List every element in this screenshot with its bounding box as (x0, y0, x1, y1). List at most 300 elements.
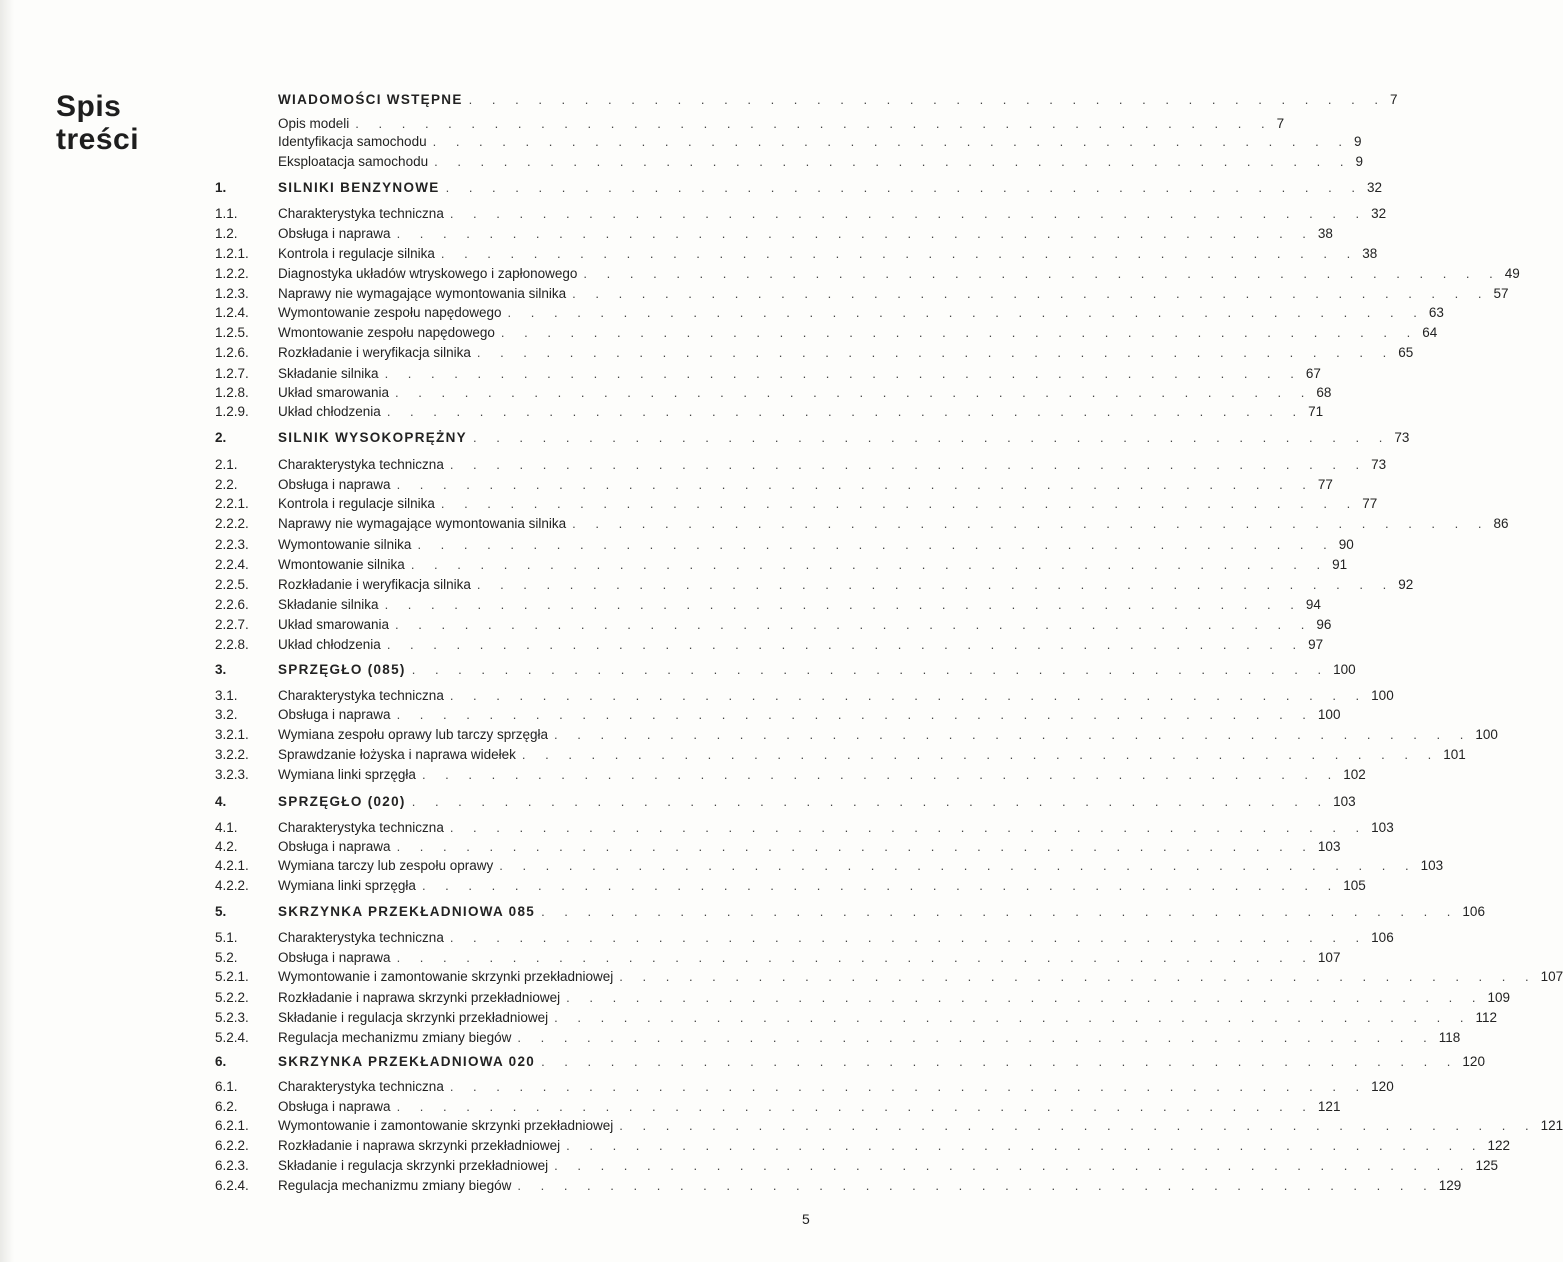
toc-chapter-row[interactable] (215, 430, 1410, 450)
toc-entry-row[interactable] (215, 305, 1444, 325)
toc-entry-row[interactable] (215, 385, 1332, 405)
toc-dot-leader: . . . . . . . . . . . . . . . . . . . . . . . . . . . . . . . . . . . . . . . . (440, 496, 1359, 511)
toc-entry-title: Obsługa i naprawa (278, 477, 391, 492)
toc-entry-number: 3.2.1. (215, 727, 249, 742)
toc-dot-leader: . . . . . . . . . . . . . . . . . . . . . . . . . . . . . . . . . . . . . . . . (472, 430, 1391, 445)
toc-entry-number: 2. (215, 430, 227, 445)
page-number: 5 (802, 1211, 810, 1227)
toc-entry-number: 4. (215, 794, 227, 809)
toc-entry-title: Charakterystyka techniczna (278, 930, 444, 945)
toc-dot-leader: . . . . . . . . . . . . . . . . . . . . . . . . . . . . . . . . . . . . . . . . (541, 904, 1459, 919)
toc-entry-title: Wmontowanie silnika (278, 557, 405, 572)
toc-dot-leader: . . . . . . . . . . . . . . . . . . . . . . . . . . . . . . . . . . . . . . . . (417, 537, 1335, 552)
toc-entry-title: SPRZĘGŁO (020) (278, 794, 406, 809)
toc-entry-page: 77 (1362, 496, 1378, 511)
toc-dot-leader: . . . . . . . . . . . . . . . . . . . . . . . . . . . . . . . . . . . . . . . . (476, 345, 1395, 360)
toc-entry-title: Obsługa i naprawa (278, 226, 391, 241)
toc-entry-row[interactable] (215, 154, 1363, 174)
toc-entry-number: 6.2.4. (215, 1178, 249, 1193)
toc-entry-line (278, 1099, 1341, 1114)
toc-entry-line (278, 206, 1387, 221)
toc-entry-page: 38 (1317, 226, 1333, 241)
toc-dot-leader: . . . . . . . . . . . . . . . . . . . . . . . . . . . . . . . . . . . . . . . . (583, 266, 1501, 281)
toc-entry-number: 3.2.3. (215, 767, 249, 782)
toc-dot-leader: . . . . . . . . . . . . . . . . . . . . . . . . . . . . . . . . . . . . . . . . (411, 794, 1330, 809)
toc-entry-number: 2.2.3. (215, 537, 249, 552)
toc-entry-row[interactable] (215, 707, 1341, 727)
toc-entry-row[interactable] (215, 950, 1341, 970)
toc-entry-title: Kontrola i regulacje silnika (278, 496, 435, 511)
toc-entry-line (278, 1010, 1498, 1025)
toc-entry-line (278, 597, 1321, 612)
toc-entry-row[interactable] (215, 747, 1466, 767)
toc-entry-title: Rozkładanie i naprawa skrzynki przekładniowej (278, 990, 561, 1005)
toc-dot-leader: . . . . . . . . . . . . . . . . . . . . . . . . . . . . . . . . . . . . . . . . (395, 385, 1313, 400)
toc-entry-number: 6.2.3. (215, 1158, 249, 1173)
toc-entry-line (278, 246, 1378, 261)
toc-dot-leader: . . . . . . . . . . . . . . . . . . . . . . . . . . . . . . . . . . . . . . . . (396, 707, 1314, 722)
toc-entry-line (278, 950, 1341, 965)
toc-entry-title: Eksploatacja samochodu (278, 154, 429, 169)
toc-entry-line (278, 404, 1324, 419)
toc-entry-title: Naprawy nie wymagające wymontowania silnika (278, 516, 567, 531)
toc-dot-leader: . . . . . . . . . . . . . . . . . . . . . . . . . . . . . . . . . . . . . . . . (396, 839, 1314, 854)
toc-entry-page: 105 (1343, 878, 1366, 893)
toc-entry-row[interactable] (215, 878, 1366, 898)
toc-dot-leader: . . . . . . . . . . . . . . . . . . . . . . . . . . . . . . . . . . . . . . . . (432, 134, 1350, 149)
toc-entry-title: Wymontowanie zespołu napędowego (278, 305, 502, 320)
toc-entry-line (278, 557, 1348, 572)
page-title-line-2: treści (56, 123, 140, 156)
toc-entry-title: Diagnostyka układów wtryskowego i zapłonowego (278, 266, 578, 281)
toc-entry-number: 5.2. (215, 950, 238, 965)
toc-entry-line (278, 878, 1366, 893)
toc-entry-row[interactable] (215, 597, 1321, 617)
toc-entry-title: Składanie silnika (278, 597, 379, 612)
toc-entry-page: 103 (1371, 820, 1394, 835)
toc-entry-row[interactable] (215, 266, 1520, 286)
toc-entry-number: 4.2.1. (215, 858, 249, 873)
toc-entry-number: 3.1. (215, 688, 238, 703)
toc-entry-line (278, 305, 1444, 320)
toc-entry-title: SKRZYNKA PRZEKŁADNIOWA 085 (278, 904, 536, 919)
toc-chapter-row[interactable] (215, 180, 1382, 200)
toc-entry-number: 1.2.1. (215, 246, 249, 261)
toc-entry-page: 109 (1487, 990, 1511, 1005)
toc-entry-title: Składanie silnika (278, 366, 379, 381)
toc-entry-page: 49 (1504, 266, 1520, 281)
toc-entry-number: 1.2.4. (215, 305, 249, 320)
toc-entry-title: Rozkładanie i weryfikacja silnika (278, 345, 471, 360)
toc-entry-number: 1. (215, 180, 227, 195)
toc-entry-page: 125 (1475, 1158, 1499, 1173)
toc-entry-page: 68 (1316, 385, 1332, 400)
toc-entry-page: 73 (1371, 457, 1387, 472)
toc-entry-row[interactable] (215, 617, 1332, 637)
toc-entry-line (278, 266, 1520, 281)
toc-entry-row[interactable] (215, 990, 1511, 1010)
toc-entry-row[interactable] (215, 1079, 1394, 1099)
toc-entry-page: 9 (1353, 134, 1362, 149)
toc-entry-number: 1.2.3. (215, 286, 249, 301)
toc-entry-number: 2.2.8. (215, 637, 249, 652)
toc-entry-page: 122 (1487, 1138, 1511, 1153)
toc-dot-leader: . . . . . . . . . . . . . . . . . . . . . . . . . . . . . . . . . . . . . . . . (384, 597, 1302, 612)
toc-entry-number: 2.1. (215, 457, 238, 472)
toc-entry-row[interactable] (215, 1118, 1563, 1138)
toc-dot-leader: . . . . . . . . . . . . . . . . . . . . . . . . . . . . . . . . . . . . . . . . (554, 727, 1472, 742)
toc-dot-leader: . . . . . . . . . . . . . . . . . . . . . . . . . . . . . . . . . . . . . . . . (396, 477, 1314, 492)
toc-dot-leader: . . . . . . . . . . . . . . . . . . . . . . . . . . . . . . . . . . . . . . . . (566, 1138, 1484, 1153)
toc-entry-row[interactable] (215, 1030, 1461, 1050)
toc-entry-line (278, 1158, 1499, 1173)
toc-entry-row[interactable] (215, 1010, 1498, 1030)
toc-entry-line (278, 385, 1332, 400)
toc-entry-number: 5. (215, 904, 227, 919)
toc-entry-row[interactable] (215, 1178, 1462, 1198)
toc-entry-line (278, 688, 1394, 703)
toc-dot-leader: . . . . . . . . . . . . . . . . . . . . . . . . . . . . . . . . . . . . . . . . (384, 366, 1302, 381)
toc-entry-page: 77 (1317, 477, 1333, 492)
toc-entry-line (278, 457, 1387, 472)
toc-entry-row[interactable] (215, 1138, 1511, 1158)
toc-entry-row[interactable] (215, 577, 1414, 597)
toc-entry-row[interactable] (215, 246, 1378, 266)
toc-entry-line (278, 325, 1438, 340)
toc-entry-title: Układ chłodzenia (278, 637, 381, 652)
toc-entry-page: 38 (1362, 246, 1378, 261)
toc-dot-leader: . . . . . . . . . . . . . . . . . . . . . . . . . . . . . . . . . . . . . . . . (386, 637, 1305, 652)
toc-entry-number: 2.2.6. (215, 597, 249, 612)
toc-entry-page: 57 (1493, 286, 1509, 301)
toc-entry-title: Wymiana tarczy lub zespołu oprawy (278, 858, 494, 873)
toc-entry-number: 6.2. (215, 1099, 238, 1114)
toc-entry-row[interactable] (215, 116, 1285, 136)
toc-entry-line (278, 226, 1333, 241)
toc-entry-page: 97 (1308, 637, 1324, 652)
toc-entry-page: 120 (1462, 1054, 1485, 1069)
toc-entry-page: 67 (1305, 366, 1321, 381)
toc-entry-title: Składanie i regulacja skrzynki przekładniowej (278, 1010, 549, 1025)
toc-entry-title: Obsługa i naprawa (278, 950, 391, 965)
toc-entry-page: 103 (1420, 858, 1444, 873)
toc-entry-number: 2.2.2. (215, 516, 249, 531)
toc-entry-title: Charakterystyka techniczna (278, 457, 444, 472)
toc-entry-number: 1.2.9. (215, 404, 249, 419)
toc-entry-title: Regulacja mechanizmu zmiany biegów (278, 1178, 512, 1193)
toc-entry-title: Wymontowanie silnika (278, 537, 412, 552)
toc-entry-title: Wymontowanie i zamontowanie skrzynki przekładniowej (278, 969, 614, 984)
toc-entry-line (278, 767, 1366, 782)
toc-entry-page: 91 (1332, 557, 1348, 572)
toc-entry-row[interactable] (215, 404, 1324, 424)
toc-entry-row[interactable] (215, 727, 1498, 747)
toc-entry-line (278, 637, 1324, 652)
toc-entry-row[interactable] (215, 345, 1414, 365)
toc-entry-title: WIADOMOŚCI WSTĘPNE (278, 92, 463, 107)
toc-entry-line (278, 904, 1485, 919)
toc-entry-row[interactable] (215, 537, 1354, 557)
toc-chapter-row[interactable] (215, 794, 1356, 814)
toc-entry-number: 3.2.2. (215, 747, 249, 762)
toc-entry-page: 71 (1308, 404, 1324, 419)
toc-entry-row[interactable] (215, 858, 1444, 878)
toc-entry-line (278, 727, 1498, 742)
toc-entry-page: 94 (1305, 597, 1321, 612)
toc-dot-leader: . . . . . . . . . . . . . . . . . . . . . . . . . . . . . . . . . . . . . . . . (355, 116, 1273, 131)
toc-dot-leader: . . . . . . . . . . . . . . . . . . . . . . . . . . . . . . . . . . . . . . . . (449, 688, 1368, 703)
toc-dot-leader: . . . . . . . . . . . . . . . . . . . . . . . . . . . . . . . . . . . . . . . . (396, 1099, 1314, 1114)
toc-entry-number: 2.2.4. (215, 557, 249, 572)
toc-entry-line (278, 839, 1341, 854)
toc-entry-page: 107 (1317, 950, 1341, 965)
toc-entry-number: 1.2. (215, 226, 238, 241)
toc-entry-line (278, 1178, 1462, 1193)
toc-entry-page: 100 (1333, 662, 1356, 677)
toc-entry-page: 64 (1422, 325, 1438, 340)
toc-entry-row[interactable] (215, 1158, 1499, 1178)
toc-entry-page: 120 (1371, 1079, 1394, 1094)
toc-entry-line (278, 747, 1466, 762)
toc-entry-number: 1.2.8. (215, 385, 249, 400)
toc-entry-title: Regulacja mechanizmu zmiany biegów (278, 1030, 512, 1045)
toc-entry-page: 7 (1276, 116, 1285, 131)
page-title-line-1: Spis (56, 90, 122, 123)
toc-entry-title: Charakterystyka techniczna (278, 820, 444, 835)
toc-entry-line (278, 537, 1354, 552)
toc-entry-row[interactable] (215, 477, 1333, 497)
toc-dot-leader: . . . . . . . . . . . . . . . . . . . . . . . . . . . . . . . . . . . . . . . . (517, 1030, 1435, 1045)
toc-entry-page: 65 (1398, 345, 1414, 360)
toc-entry-title: Składanie i regulacja skrzynki przekładniowej (278, 1158, 549, 1173)
toc-entry-row[interactable] (215, 496, 1378, 516)
toc-entry-title: Identyfikacja samochodu (278, 134, 427, 149)
toc-entry-line (278, 662, 1356, 677)
toc-entry-number: 5.2.3. (215, 1010, 249, 1025)
toc-dot-leader: . . . . . . . . . . . . . . . . . . . . . . . . . . . . . . . . . . . . . . . . (541, 1054, 1459, 1069)
toc-entry-row[interactable] (215, 366, 1321, 386)
toc-entry-line (278, 154, 1363, 169)
toc-entry-page: 101 (1443, 747, 1466, 762)
toc-entry-number: 2.2.7. (215, 617, 249, 632)
toc-dot-leader: . . . . . . . . . . . . . . . . . . . . . . . . . . . . . . . . . . . . . . . . (421, 767, 1340, 782)
toc-entry-number: 5.2.2. (215, 990, 249, 1005)
toc-dot-leader: . . . . . . . . . . . . . . . . . . . . . . . . . . . . . . . . . . . . . . . . (619, 1118, 1537, 1133)
toc-entry-row[interactable] (215, 1099, 1341, 1119)
toc-entry-line (278, 345, 1414, 360)
toc-dot-leader: . . . . . . . . . . . . . . . . . . . . . . . . . . . . . . . . . . . . . . . . (619, 969, 1537, 984)
toc-entry-row[interactable] (215, 134, 1362, 154)
toc-entry-line (278, 1054, 1485, 1069)
toc-entry-row[interactable] (215, 839, 1341, 859)
toc-entry-line (278, 1079, 1394, 1094)
toc-entry-row[interactable] (215, 516, 1509, 536)
toc-entry-title: Obsługa i naprawa (278, 707, 391, 722)
toc-entry-line (278, 516, 1509, 531)
toc-entry-title: Kontrola i regulacje silnika (278, 246, 435, 261)
toc-dot-leader: . . . . . . . . . . . . . . . . . . . . . . . . . . . . . . . . . . . . . . . . (386, 404, 1305, 419)
toc-entry-page: 32 (1371, 206, 1387, 221)
toc-entry-title: Rozkładanie i naprawa skrzynki przekładniowej (278, 1138, 561, 1153)
toc-entry-page: 106 (1462, 904, 1485, 919)
toc-entry-row[interactable] (215, 206, 1387, 226)
toc-dot-leader: . . . . . . . . . . . . . . . . . . . . . . . . . . . . . . . . . . . . . . . . (476, 577, 1395, 592)
toc-entry-title: Obsługa i naprawa (278, 1099, 391, 1114)
toc-entry-row[interactable] (215, 767, 1366, 787)
toc-entry-title: Układ chłodzenia (278, 404, 381, 419)
toc-dot-leader: . . . . . . . . . . . . . . . . . . . . . . . . . . . . . . . . . . . . . . . . (449, 457, 1368, 472)
toc-entry-page: 100 (1371, 688, 1394, 703)
toc-dot-leader: . . . . . . . . . . . . . . . . . . . . . . . . . . . . . . . . . . . . . . . . (395, 617, 1313, 632)
toc-entry-number: 3.2. (215, 707, 238, 722)
toc-entry-title: Wymiana linki sprzęgła (278, 767, 416, 782)
toc-entry-number: 6.1. (215, 1079, 238, 1094)
toc-entry-title: Wymiana linki sprzęgła (278, 878, 416, 893)
toc-entry-title: Układ smarowania (278, 617, 390, 632)
toc-entry-line (278, 477, 1333, 492)
toc-entry-number: 5.2.1. (215, 969, 249, 984)
toc-dot-leader: . . . . . . . . . . . . . . . . . . . . . . . . . . . . . . . . . . . . . . . . (434, 154, 1352, 169)
toc-dot-leader: . . . . . . . . . . . . . . . . . . . . . . . . . . . . . . . . . . . . . . . . (445, 180, 1363, 195)
toc-entry-line (278, 116, 1285, 131)
toc-entry-page: 90 (1338, 537, 1354, 552)
toc-entry-row[interactable] (215, 457, 1387, 477)
toc-entry-title: Wymiana zespołu oprawy lub tarczy sprzęgła (278, 727, 548, 742)
toc-dot-leader: . . . . . . . . . . . . . . . . . . . . . . . . . . . . . . . . . . . . . . . . (500, 325, 1419, 340)
toc-dot-leader: . . . . . . . . . . . . . . . . . . . . . . . . . . . . . . . . . . . . . . . . (521, 747, 1440, 762)
toc-dot-leader: . . . . . . . . . . . . . . . . . . . . . . . . . . . . . . . . . . . . . . . . (396, 226, 1314, 241)
toc-entry-number: 6.2.1. (215, 1118, 249, 1133)
toc-entry-page: 112 (1475, 1010, 1498, 1025)
toc-entry-title: Rozkładanie i weryfikacja silnika (278, 577, 471, 592)
toc-entry-line (278, 577, 1414, 592)
toc-entry-page: 107 (1540, 969, 1563, 984)
toc-entry-row[interactable] (215, 969, 1563, 989)
toc-entry-page: 100 (1317, 707, 1341, 722)
toc-entry-page: 92 (1398, 577, 1414, 592)
toc-entry-number: 3. (215, 662, 227, 677)
toc-dot-leader: . . . . . . . . . . . . . . . . . . . . . . . . . . . . . . . . . . . . . . . . (411, 662, 1330, 677)
toc-entry-page: 103 (1333, 794, 1356, 809)
toc-entry-title: SILNIK WYSOKOPRĘŻNY (278, 430, 467, 445)
toc-dot-leader: . . . . . . . . . . . . . . . . . . . . . . . . . . . . . . . . . . . . . . . . (440, 246, 1359, 261)
toc-dot-leader: . . . . . . . . . . . . . . . . . . . . . . . . . . . . . . . . . . . . . . . . (507, 305, 1425, 320)
toc-entry-number: 4.2.2. (215, 878, 249, 893)
toc-entry-row[interactable] (215, 637, 1324, 657)
toc-dot-leader: . . . . . . . . . . . . . . . . . . . . . . . . . . . . . . . . . . . . . . . . (449, 1079, 1368, 1094)
toc-entry-page: 100 (1475, 727, 1498, 742)
toc-chapter-row[interactable] (215, 904, 1485, 924)
toc-entry-row[interactable] (215, 820, 1394, 840)
toc-entry-title: Wmontowanie zespołu napędowego (278, 325, 495, 340)
toc-dot-leader: . . . . . . . . . . . . . . . . . . . . . . . . . . . . . . . . . . . . . . . . (449, 820, 1368, 835)
toc-entry-number: 5.1. (215, 930, 238, 945)
toc-entry-page: 121 (1540, 1118, 1563, 1133)
toc-entry-line (278, 286, 1509, 301)
toc-entry-row[interactable] (215, 930, 1394, 950)
toc-entry-number: 2.2.5. (215, 577, 249, 592)
toc-chapter-row[interactable] (215, 662, 1356, 682)
toc-entry-number: 1.1. (215, 206, 238, 221)
toc-entry-title: SKRZYNKA PRZEKŁADNIOWA 020 (278, 1054, 536, 1069)
toc-dot-leader: . . . . . . . . . . . . . . . . . . . . . . . . . . . . . . . . . . . . . . . . (421, 878, 1340, 893)
toc-entry-line (278, 1118, 1563, 1133)
toc-dot-leader: . . . . . . . . . . . . . . . . . . . . . . . . . . . . . . . . . . . . . . . . (410, 557, 1329, 572)
toc-entry-page: 106 (1371, 930, 1394, 945)
toc-dot-leader: . . . . . . . . . . . . . . . . . . . . . . . . . . . . . . . . . . . . . . . . (499, 858, 1417, 873)
toc-entry-number: 1.2.7. (215, 366, 249, 381)
toc-entry-line (278, 496, 1378, 511)
toc-entry-title: SILNIKI BENZYNOWE (278, 180, 440, 195)
toc-entry-row[interactable] (215, 226, 1333, 246)
toc-entry-row[interactable] (215, 557, 1348, 577)
toc-entry-page: 73 (1394, 430, 1410, 445)
toc-entry-line (278, 617, 1332, 632)
toc-dot-leader: . . . . . . . . . . . . . . . . . . . . . . . . . . . . . . . . . . . . . . . . (554, 1010, 1472, 1025)
toc-entry-row[interactable] (215, 688, 1394, 708)
toc-chapter-row[interactable] (215, 92, 1398, 112)
toc-dot-leader: . . . . . . . . . . . . . . . . . . . . . . . . . . . . . . . . . . . . . . . . (554, 1158, 1472, 1173)
toc-entry-title: Obsługa i naprawa (278, 839, 391, 854)
toc-entry-line (278, 366, 1321, 381)
toc-entry-page: 63 (1428, 305, 1444, 320)
toc-entry-page: 96 (1316, 617, 1332, 632)
toc-entry-title: Charakterystyka techniczna (278, 1079, 444, 1094)
toc-chapter-row[interactable] (215, 1054, 1485, 1074)
toc-entry-line (278, 990, 1511, 1005)
toc-entry-page: 32 (1366, 180, 1382, 195)
toc-entry-line (278, 820, 1394, 835)
toc-dot-leader: . . . . . . . . . . . . . . . . . . . . . . . . . . . . . . . . . . . . . . . . (396, 950, 1314, 965)
toc-entry-line (278, 858, 1444, 873)
toc-entry-number: 2.2. (215, 477, 238, 492)
toc-dot-leader: . . . . . . . . . . . . . . . . . . . . . . . . . . . . . . . . . . . . . . . . (468, 92, 1386, 107)
toc-entry-number: 6. (215, 1054, 227, 1069)
toc-entry-line (278, 134, 1362, 149)
toc-dot-leader: . . . . . . . . . . . . . . . . . . . . . . . . . . . . . . . . . . . . . . . . (449, 206, 1368, 221)
toc-entry-line (278, 930, 1394, 945)
toc-dot-leader: . . . . . . . . . . . . . . . . . . . . . . . . . . . . . . . . . . . . . . . . (517, 1178, 1435, 1193)
toc-entry-title: Układ smarowania (278, 385, 390, 400)
toc-entry-line (278, 707, 1341, 722)
toc-entry-number: 5.2.4. (215, 1030, 249, 1045)
toc-entry-line (278, 794, 1356, 809)
toc-entry-line (278, 92, 1398, 107)
toc-entry-line (278, 969, 1563, 984)
toc-entry-line (278, 1138, 1511, 1153)
toc-entry-page: 103 (1317, 839, 1341, 854)
toc-entry-page: 7 (1390, 92, 1398, 107)
toc-entry-page: 118 (1438, 1030, 1461, 1045)
toc-entry-title: Charakterystyka techniczna (278, 206, 444, 221)
toc-entry-title: SPRZĘGŁO (085) (278, 662, 406, 677)
toc-entry-line (278, 180, 1382, 195)
toc-dot-leader: . . . . . . . . . . . . . . . . . . . . . . . . . . . . . . . . . . . . . . . . (572, 286, 1490, 301)
toc-entry-row[interactable] (215, 286, 1509, 306)
toc-dot-leader: . . . . . . . . . . . . . . . . . . . . . . . . . . . . . . . . . . . . . . . . (566, 990, 1484, 1005)
toc-entry-title: Opis modeli (278, 116, 350, 131)
toc-entry-title: Charakterystyka techniczna (278, 688, 444, 703)
toc-entry-number: 4.1. (215, 820, 238, 835)
toc-dot-leader: . . . . . . . . . . . . . . . . . . . . . . . . . . . . . . . . . . . . . . . . (572, 516, 1490, 531)
toc-entry-number: 1.2.5. (215, 325, 249, 340)
toc-entry-page: 121 (1317, 1099, 1341, 1114)
toc-entry-line (278, 1030, 1461, 1045)
toc-entry-row[interactable] (215, 325, 1438, 345)
toc-entry-title: Naprawy nie wymagające wymontowania silnika (278, 286, 567, 301)
toc-entry-page: 86 (1493, 516, 1509, 531)
toc-entry-page: 129 (1438, 1178, 1462, 1193)
